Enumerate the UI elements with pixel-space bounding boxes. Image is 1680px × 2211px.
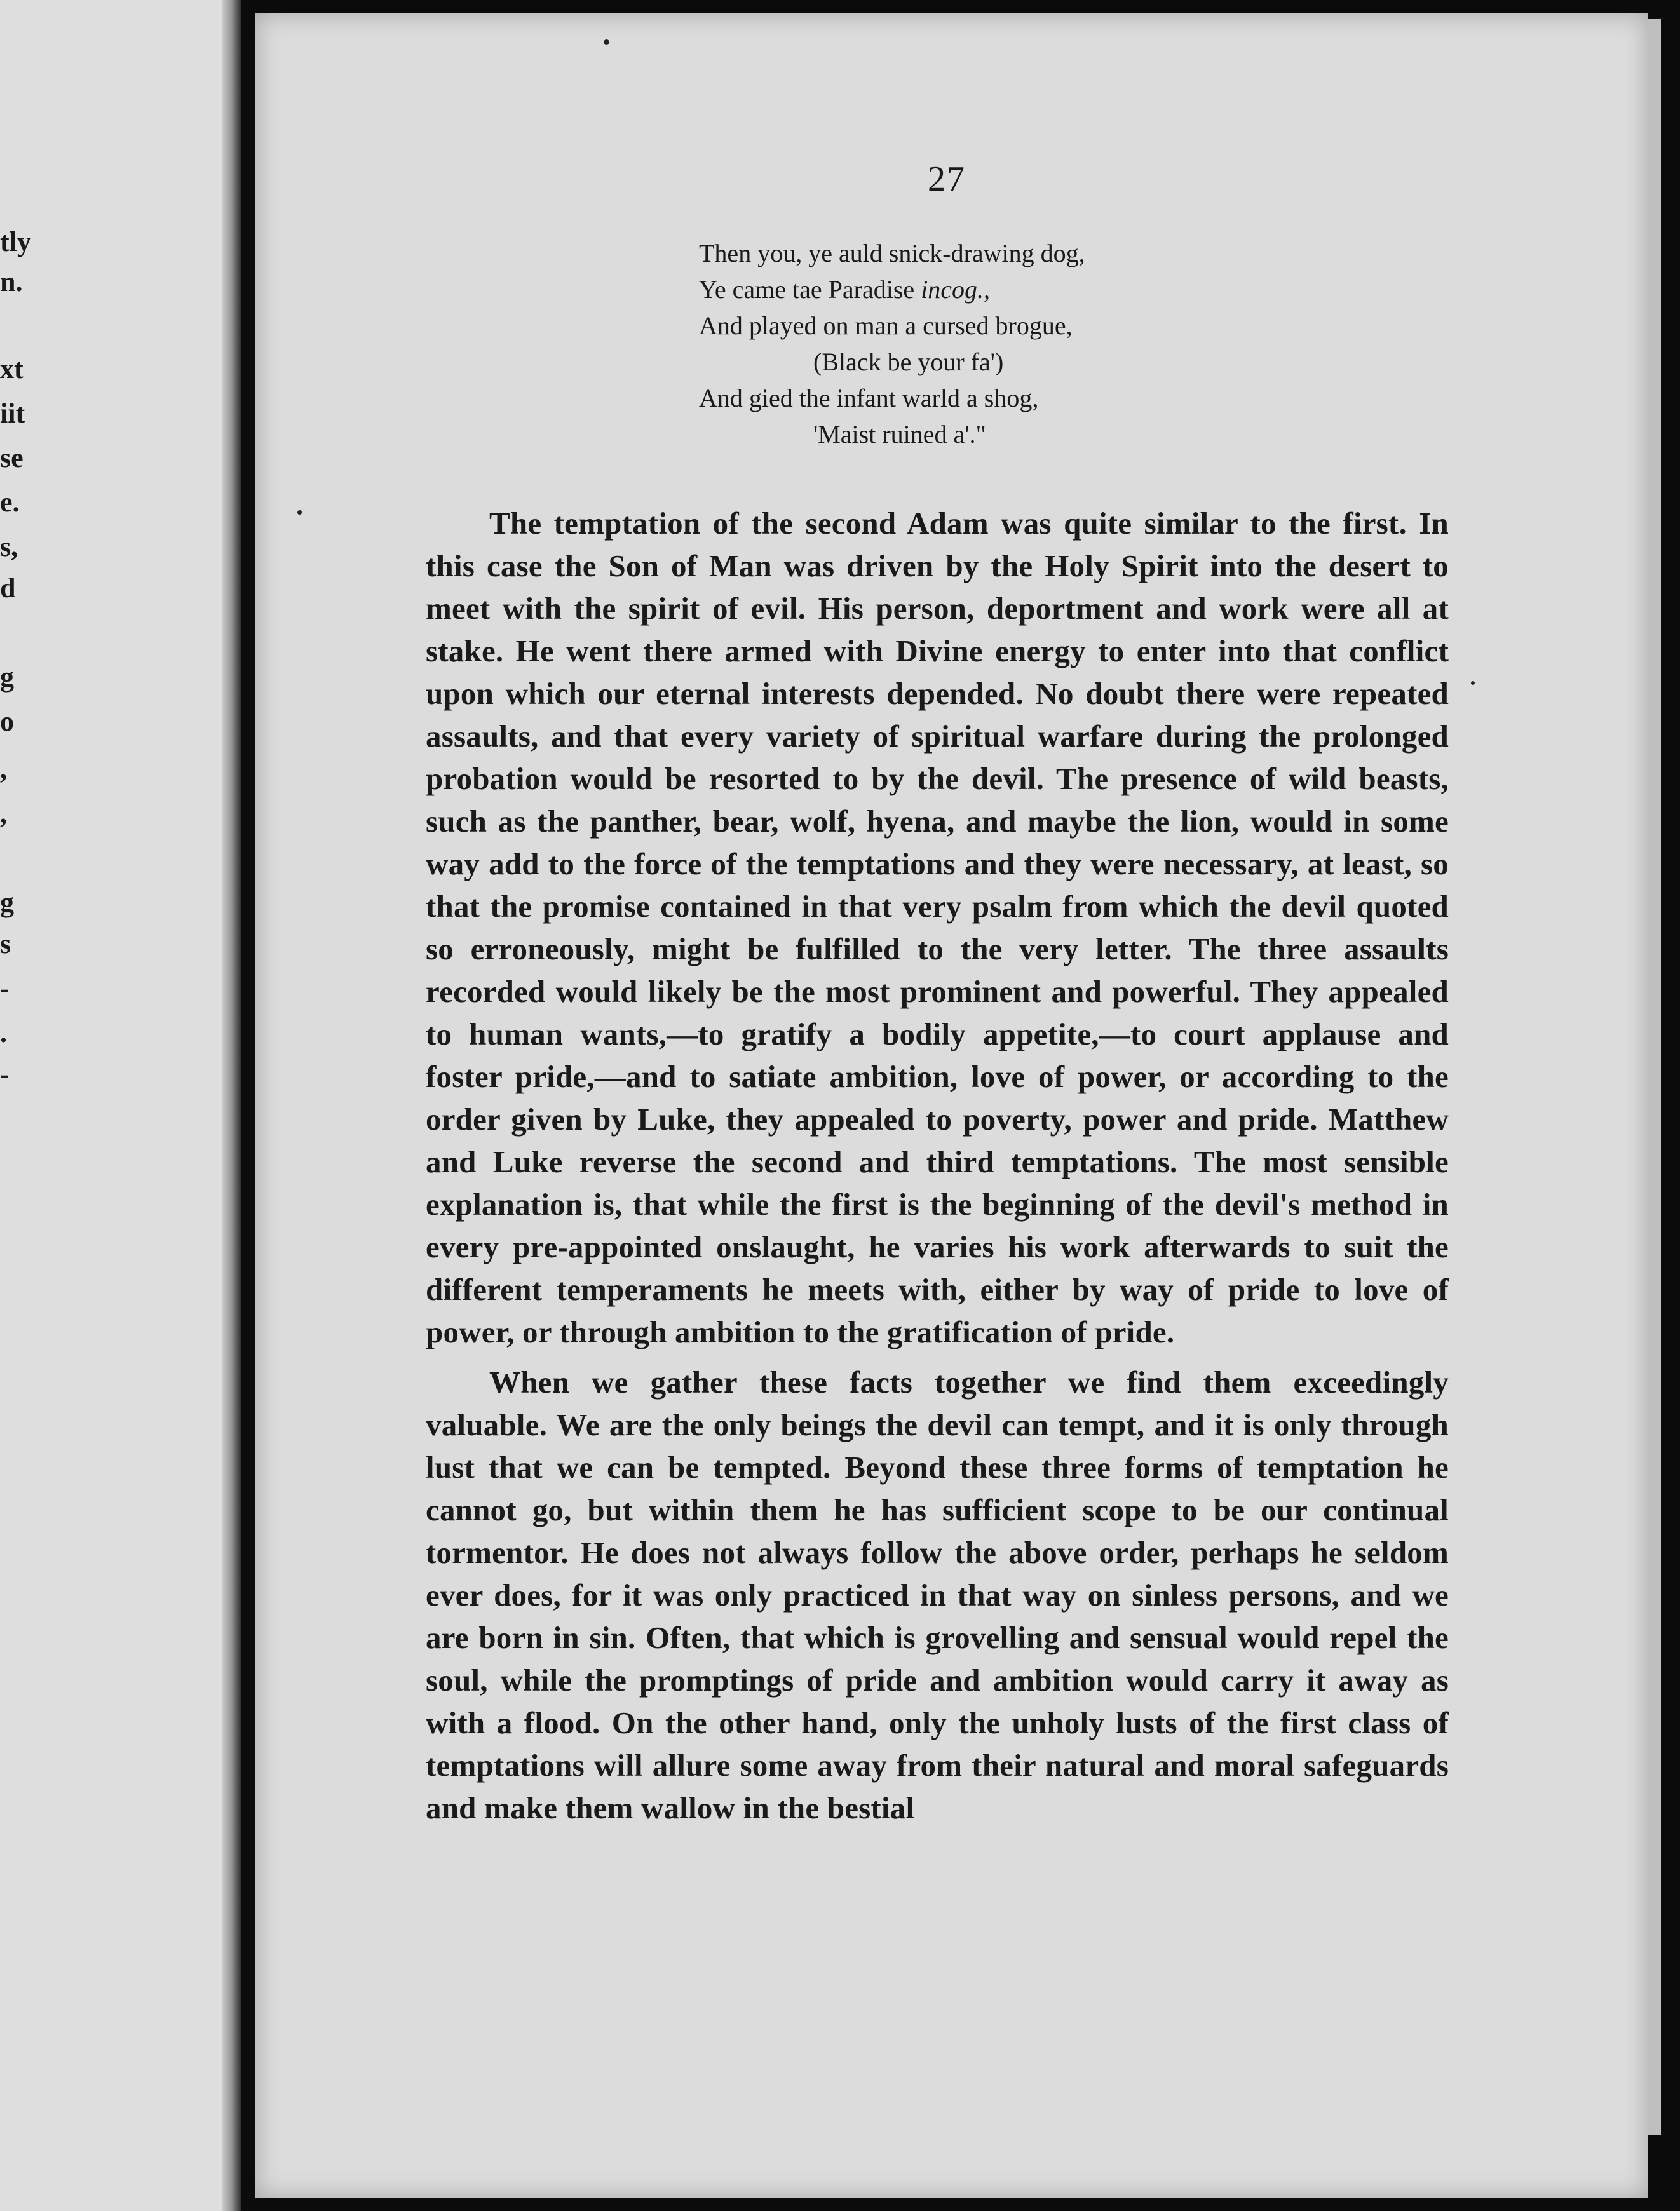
- left-fragment: n.: [0, 266, 23, 297]
- left-fragment: se: [0, 442, 24, 473]
- left-fragment: .: [0, 1017, 7, 1048]
- left-fragment: d: [0, 572, 16, 604]
- left-fragment: -: [0, 973, 10, 1004]
- left-fragment: e.: [0, 487, 20, 518]
- book-gutter: [222, 0, 241, 2211]
- left-fragment: ,: [0, 754, 7, 785]
- poem-line: (Black be your fa'): [813, 348, 1004, 376]
- poem-line: 'Maist ruined a'.": [813, 420, 986, 449]
- left-fragment: g: [0, 887, 14, 918]
- left-fragment: -: [0, 1058, 10, 1090]
- page-number: 27: [928, 159, 966, 199]
- scan-speck: [1471, 681, 1475, 685]
- left-fragment: tly: [0, 226, 31, 257]
- left-page: [0, 0, 222, 2211]
- paragraph: When we gather these facts together we find them exceedingly valuable. We are the only beings the devil can tempt, and it is only through lust that we can be tempted. Beyond these three forms of temptation he cannot go, but within them he has sufficient scope to be our continual tormentor. He does not always follow the above order, perhaps he seldom ever does, for it was only practiced in that way on sinless persons, and we are born in sin. Often, that which is grovelling and sensual would repel the soul, while the promptings of pride and ambition would carry it away as with a flood. On the other hand, only the unholy lusts of the first class of temptations will allure some away from their natural and moral safeguards and make them wallow in the bestial: [426, 1365, 1449, 1825]
- left-fragment: o: [0, 706, 14, 737]
- poem-line: And gied the infant warld a shog,: [699, 384, 1039, 412]
- body-text: [426, 502, 1449, 1829]
- poem-stanza: [699, 235, 1085, 452]
- left-fragment: g: [0, 661, 14, 693]
- poem-line: And played on man a cursed brogue,: [699, 311, 1073, 340]
- left-fragment: ,: [0, 798, 7, 829]
- scan-speck: [297, 510, 302, 515]
- poem-line: [699, 271, 1085, 308]
- poem-line-text: Ye came tae Paradise: [699, 275, 921, 304]
- poem-line: Then you, ye auld snick-drawing dog,: [699, 239, 1085, 267]
- scan-speck: [604, 39, 609, 45]
- poem-line-punct: ,: [984, 275, 991, 304]
- poem-italic-word: incog.: [921, 275, 984, 304]
- paragraph: The temptation of the second Adam was quite similar to the first. In this case the Son of Man was driven by the Holy Spirit into the desert to meet with the spirit of evil. His person, deportment and work were all at stake. He went there armed with Divine energy to enter into that conflict upon which our eternal interests depended. No doubt there were repeated assaults, and that every variety of spiritual warfare during the prolonged probation would be resorted to by the devil. The presence of wild beasts, such as the panther, bear, wolf, hyena, and maybe the lion, would in some way add to the force of the temptations and they were necessary, at least, so that the promise contained in that very psalm from which the devil quoted so erroneously, might be fulfilled to the very letter. The three assaults recorded would likely be the most prominent and powerful. They appealed to human wants,—to gratify a bodily appetite,—to court applause and foster pride,—and to satiate ambition, love of power, or according to the order given by Luke, they appealed to poverty, power and pride. Matthew and Luke reverse the second and third temptations. The most sensible explanation is, that while the first is the beginning of the devil's method in every pre-appointed onslaught, he varies his work afterwards to suit the different temperaments he meets with, either by way of pride to love of power, or through ambition to the gratification of pride.: [426, 506, 1449, 1349]
- left-fragment: s,: [0, 531, 18, 562]
- left-fragment: xt: [0, 353, 24, 384]
- left-fragment: s: [0, 928, 11, 959]
- left-fragment: iit: [0, 398, 25, 429]
- page-edge: [1648, 19, 1661, 2135]
